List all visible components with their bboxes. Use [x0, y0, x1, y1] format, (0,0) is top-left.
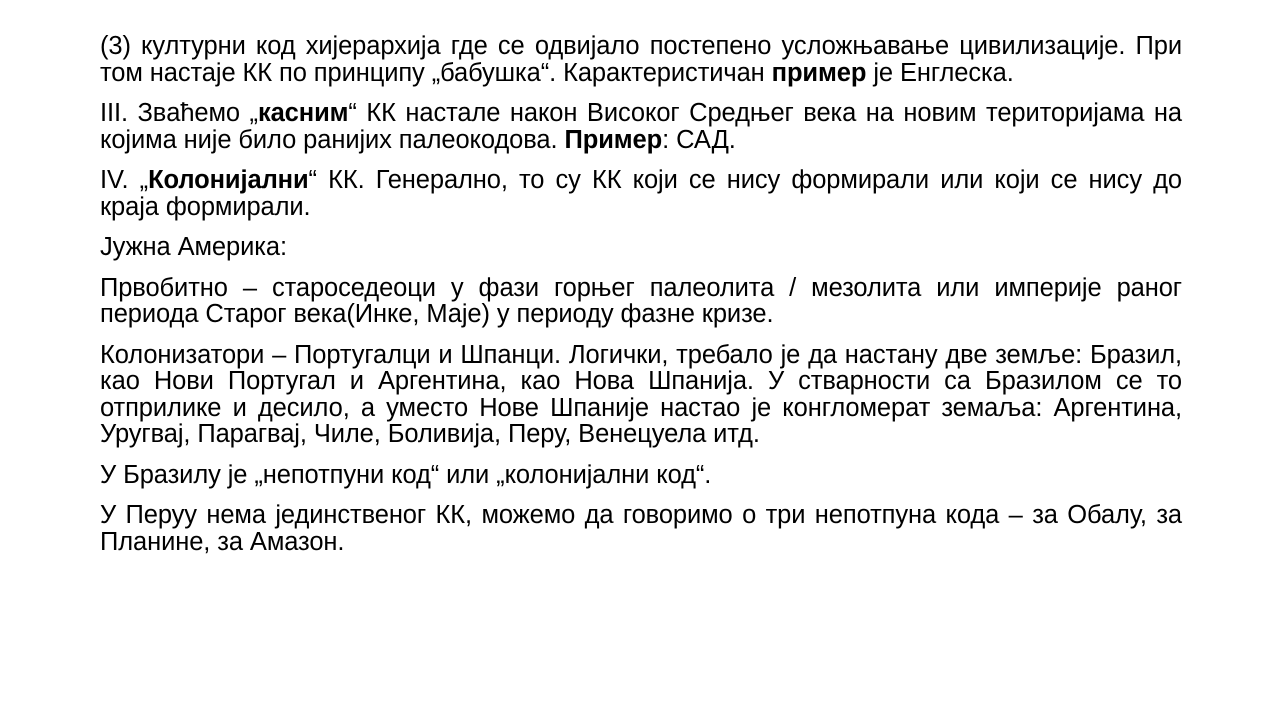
paragraph-original-inhabitants: [100, 275, 1182, 328]
bold-term-primer: Пример: [564, 125, 663, 154]
paragraph-south-america-heading: [100, 234, 1182, 261]
text-segment: Јужна Америка:: [100, 233, 287, 261]
paragraph-peru: [100, 502, 1182, 555]
paragraph-cultural-code-hierarchy: [100, 33, 1182, 86]
paragraph-late-codes: [100, 100, 1182, 153]
text-segment: Колонизатори – Португалци и Шпанци. Логички, требало је да настану две земље: Бразил, као Нови Португал и Аргентина, као Нова Шпанија. У стварности са Бразилом се то отприлике и десило, а уместо Нове Шпаније настао је конгломерат земаља: Аргентина, Уругвај, Парагвај, Чиле, Боливија, Перу, Венецуела итд.: [100, 340, 1182, 448]
paragraph-brazil: [100, 462, 1182, 489]
text-segment: је Енглеска.: [866, 58, 1014, 87]
text-segment: : САД.: [662, 125, 736, 154]
text-segment: IV. „: [100, 166, 149, 194]
text-segment: “ КК настале након Високог Средњег века на новим територијама на којима није било ранијих палеокодова.: [100, 99, 1183, 154]
bold-term-kolonijalni: Колонијални: [148, 166, 309, 194]
text-segment: “ КК. Генерално, то су КК који се нису формирали или који се нису до краја формирали.: [100, 166, 1182, 221]
text-segment: У Перуу нема јединственог КК, можемо да говоримо о три непотпуна кода – за Обалу, за Планине, за Амазон.: [100, 501, 1182, 556]
paragraph-colonizers: [100, 342, 1182, 448]
slide-body: [100, 33, 1182, 569]
text-segment: (3) културни код хијерархија где се одвијало постепено усложњавање цивилизације. При том настаје КК по принципу „бабушка“. Карактеристичан: [100, 32, 1182, 87]
bold-term-kasnim: касним: [257, 99, 349, 127]
bold-term-primer: пример: [771, 58, 867, 87]
text-segment: Првобитно – староседеоци у фази горњег палеолита / мезолита или империје раног периода Старог века(Инке, Маје) у периоду фазне кризе.: [100, 273, 1182, 328]
text-segment: III. Звaћемо „: [100, 99, 258, 127]
text-segment: У Бразилу је „непотпуни код“ или „колонијални код“.: [100, 460, 712, 489]
paragraph-colonial-codes: [100, 167, 1182, 220]
